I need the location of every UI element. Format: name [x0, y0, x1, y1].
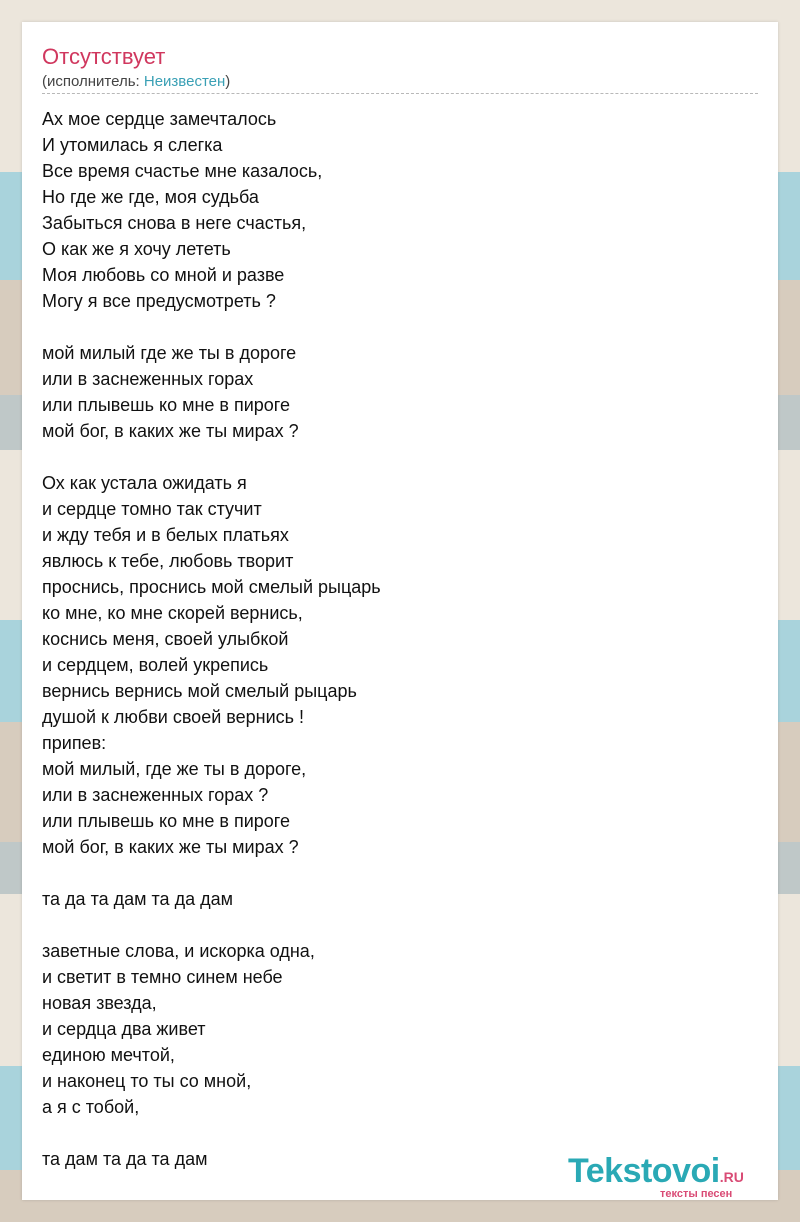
lyric-line: та да та дам та да дам	[42, 889, 233, 909]
performer-link[interactable]: Неизвестен	[143, 73, 226, 90]
logo-name: Tekstovoi	[568, 1152, 720, 1190]
lyric-line: Все время счастье мне казалось,	[42, 161, 323, 181]
lyric-line: единою мечтой,	[42, 1045, 175, 1065]
lyric-line	[42, 314, 381, 340]
lyric-line: а я с тобой,	[42, 1097, 140, 1117]
lyric-line: мой милый, где же ты в дороге,	[42, 759, 307, 779]
song-title: Отсутствует	[42, 44, 166, 69]
lyric-line: мой милый где же ты в дороге	[42, 343, 297, 363]
lyric-line: Ах мое сердце замечталось	[42, 109, 277, 129]
lyric-line: или плывешь ко мне в пироге	[42, 395, 290, 415]
lyric-line: и сердцем, волей укрепись	[42, 655, 269, 675]
lyric-line: И утомилась я слегка	[42, 135, 223, 155]
lyric-line	[42, 444, 381, 470]
performer-prefix: (исполнитель:	[42, 73, 144, 90]
title-divider	[42, 93, 758, 94]
lyric-line: О как же я хочу лететь	[42, 239, 231, 259]
lyric-line: и сердце томно так стучит	[42, 499, 262, 519]
lyric-line: коснись меня, своей улыбкой	[42, 629, 289, 649]
lyric-line: припев:	[42, 733, 107, 753]
lyric-line: мой бог, в каких же ты мирах ?	[42, 837, 299, 857]
lyric-line: вернись вернись мой смелый рыцарь	[42, 681, 357, 701]
lyric-line: и наконец то ты со мной,	[42, 1071, 252, 1091]
site-logo[interactable]	[568, 1152, 744, 1200]
logo-tagline: тексты песен	[660, 1188, 733, 1200]
lyric-line: новая звезда,	[42, 993, 157, 1013]
lyric-line: и жду тебя и в белых платьях	[42, 525, 289, 545]
lyric-line: или плывешь ко мне в пироге	[42, 811, 290, 831]
lyric-line: Ох как устала ожидать я	[42, 473, 247, 493]
lyric-line: или в заснеженных горах ?	[42, 785, 269, 805]
lyric-line: мой бог, в каких же ты мирах ?	[42, 421, 299, 441]
lyric-line: Могу я все предусмотреть ?	[42, 291, 276, 311]
lyric-line	[42, 1120, 381, 1146]
performer-suffix: )	[225, 73, 231, 90]
lyric-line: проснись, проснись мой смелый рыцарь	[42, 577, 381, 597]
lyric-line	[42, 912, 381, 938]
lyric-line: и светит в темно синем небе	[42, 967, 283, 987]
lyric-line: заветные слова, и искорка одна,	[42, 941, 315, 961]
lyric-line	[42, 860, 381, 886]
lyric-line: или в заснеженных горах	[42, 369, 254, 389]
lyric-line: та дам та да та дам	[42, 1149, 208, 1169]
logo-tld: .RU	[719, 1169, 744, 1185]
lyric-line: явлюсь к тебе, любовь творит	[42, 551, 294, 571]
lyric-line: Но где же где, моя судьба	[42, 187, 259, 207]
lyric-line: и сердца два живет	[42, 1019, 206, 1039]
lyrics-card	[22, 22, 778, 1200]
lyrics-text	[42, 106, 381, 1172]
lyric-line: ко мне, ко мне скорей вернись,	[42, 603, 303, 623]
lyric-line: Моя любовь со мной и разве	[42, 265, 285, 285]
lyric-line: душой к любви своей вернись !	[42, 707, 305, 727]
performer-line	[42, 73, 230, 90]
lyric-line: Забыться снова в неге счастья,	[42, 213, 307, 233]
